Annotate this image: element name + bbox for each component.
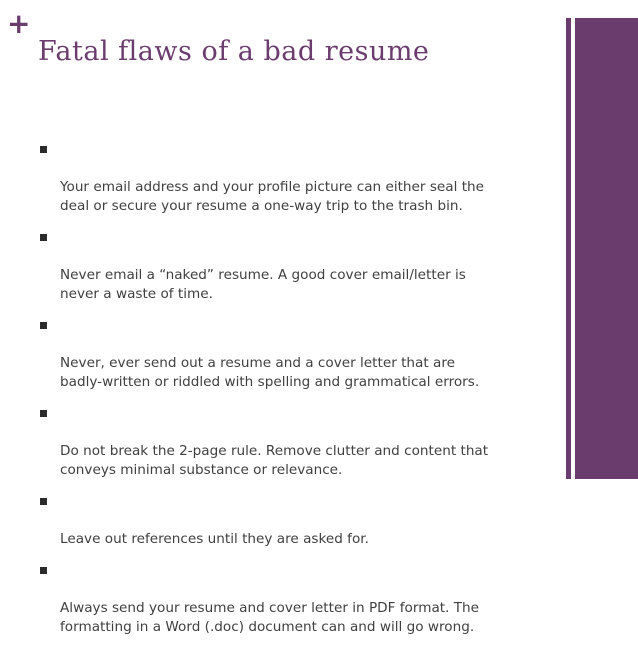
bullet-square-icon: [40, 498, 47, 505]
bullet-list: [38, 140, 558, 649]
bullet-square-icon: [40, 567, 47, 574]
bullet-item-5: [38, 492, 558, 549]
accent-bar-thick: [575, 18, 638, 479]
bullet-item-1: [38, 140, 558, 216]
bullet-square-icon: [40, 410, 47, 417]
slide-title: Fatal flaws of a bad resume: [38, 36, 430, 67]
bullet-item-6: [38, 561, 558, 637]
bullet-square-icon: [40, 146, 47, 153]
bullet-square-icon: [40, 322, 47, 329]
bullet-item-2: [38, 228, 558, 304]
bullet-item-4: [38, 404, 558, 480]
accent-bar-thin: [566, 18, 571, 479]
bullet-square-icon: [40, 234, 47, 241]
bullet-text: Never email a “naked” resume. A good cover email/letter is never a waste of time.: [60, 267, 466, 302]
bullet-text: Do not break the 2-page rule. Remove clutter and content that conveys minimal substance or relevance.: [60, 443, 489, 478]
bullet-text: Never, ever send out a resume and a cover letter that are badly-written or riddled with spelling and grammatical errors.: [60, 355, 480, 390]
plus-icon: +: [7, 7, 31, 40]
bullet-text: Your email address and your profile picture can either seal the deal or secure your resume a one-way trip to the trash bin.: [60, 179, 485, 214]
bullet-text: Leave out references until they are asked for.: [60, 531, 369, 547]
bullet-text: Always send your resume and cover letter in PDF format. The formatting in a Word (.doc) document can and will go wrong.: [60, 600, 480, 635]
bullet-item-3: [38, 316, 558, 392]
